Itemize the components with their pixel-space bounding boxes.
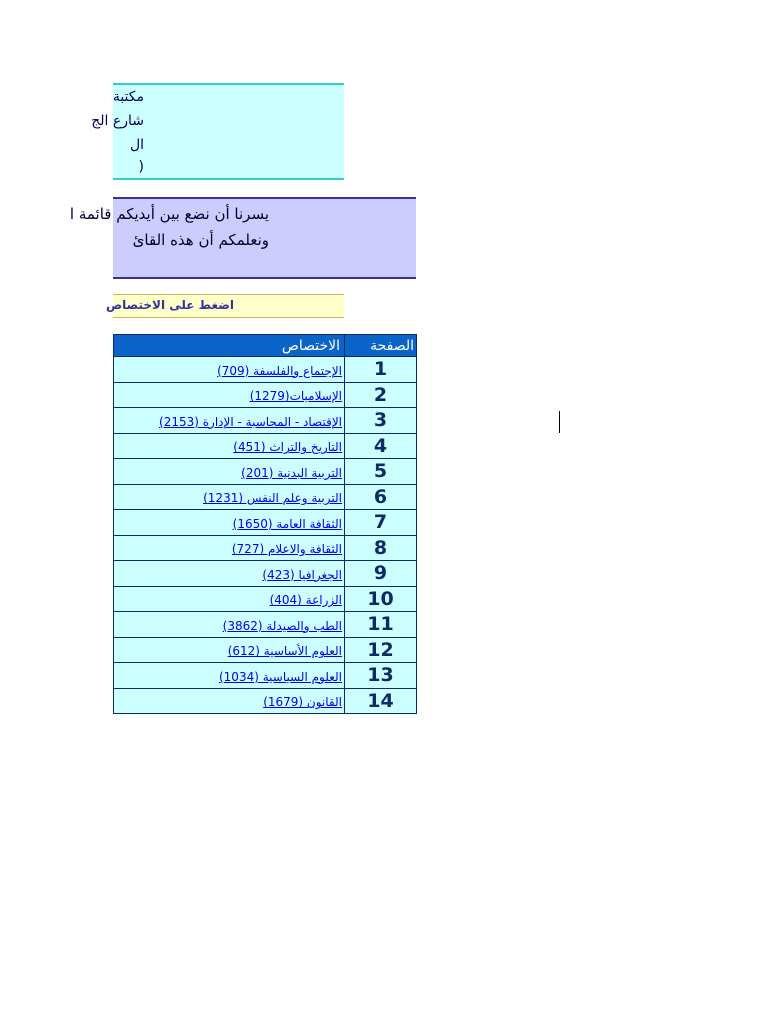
specialty-link[interactable]: الزراعة (404) xyxy=(269,593,342,608)
specialty-link[interactable]: القانون (1679) xyxy=(263,695,342,710)
specialty-link[interactable]: الإقتصاد - المحاسبة - الإدارة (2153) xyxy=(159,414,342,429)
click-instruction-box xyxy=(106,294,344,318)
specialty-column-header: الاختصاص xyxy=(114,335,345,357)
table-row xyxy=(114,561,417,587)
specialty-cell xyxy=(114,357,345,383)
page-number-cell: 12 xyxy=(345,637,417,663)
specialty-cell xyxy=(114,510,345,536)
header-line-3: ال xyxy=(129,137,144,153)
page-number-cell: 7 xyxy=(345,510,417,536)
table-row xyxy=(114,688,417,714)
specialty-link[interactable]: الإسلاميات(1279) xyxy=(249,389,342,404)
specialty-link[interactable]: العلوم الأساسية (612) xyxy=(227,644,342,659)
page-number-cell: 4 xyxy=(345,433,417,459)
intro-line-1: يسرنا أن نضع بين أيديكم قائمة ا xyxy=(69,205,269,223)
table-row xyxy=(114,484,417,510)
specialty-cell xyxy=(114,382,345,408)
text-cursor xyxy=(559,411,560,433)
specialty-cell xyxy=(114,688,345,714)
specialty-link[interactable]: التربية وعلم النفس (1231) xyxy=(203,491,342,506)
page-number-cell: 8 xyxy=(345,535,417,561)
page-number-cell: 13 xyxy=(345,663,417,689)
specialty-cell xyxy=(114,663,345,689)
specialty-cell xyxy=(114,612,345,638)
specialty-link[interactable]: التربية البدنية (201) xyxy=(241,465,342,480)
table-header-row xyxy=(114,335,417,357)
page-number-cell: 9 xyxy=(345,561,417,587)
table-row xyxy=(114,433,417,459)
table-row xyxy=(114,357,417,383)
specialty-cell xyxy=(114,459,345,485)
table-row xyxy=(114,586,417,612)
table-row xyxy=(114,382,417,408)
specialty-cell xyxy=(114,408,345,434)
specialty-cell xyxy=(114,637,345,663)
page-number-cell: 5 xyxy=(345,459,417,485)
specialty-link[interactable]: الثقافة والاعلام (727) xyxy=(231,542,342,557)
intro-line-2: ونعلمكم أن هذه القائ xyxy=(132,231,269,249)
intro-box xyxy=(69,197,416,279)
page-number-cell: 1 xyxy=(345,357,417,383)
specialty-cell xyxy=(114,484,345,510)
header-line-4: ( xyxy=(138,159,144,175)
page-number-cell: 2 xyxy=(345,382,417,408)
page-number-cell: 10 xyxy=(345,586,417,612)
page-number-cell: 14 xyxy=(345,688,417,714)
library-header-box xyxy=(91,83,344,180)
specialty-cell xyxy=(114,561,345,587)
click-instruction-text: اضغط على الاختصاص xyxy=(106,298,234,312)
header-line-library: مكتبة xyxy=(112,89,144,105)
page-number-cell: 11 xyxy=(345,612,417,638)
specialty-cell xyxy=(114,586,345,612)
specialty-link[interactable]: الطب والصيدلة (3862) xyxy=(222,618,342,633)
page-column-header: الصفحة xyxy=(345,335,417,357)
specialty-link[interactable]: الإجتماع والفلسفة (709) xyxy=(217,363,342,378)
specialty-link[interactable]: العلوم السياسية (1034) xyxy=(218,669,342,684)
table-row xyxy=(114,535,417,561)
specialty-cell xyxy=(114,433,345,459)
specialty-link[interactable]: التاريخ والتراث (451) xyxy=(233,440,342,455)
table-row xyxy=(114,408,417,434)
specialty-link[interactable]: الجغرافيا (423) xyxy=(262,567,342,582)
table-row xyxy=(114,637,417,663)
table-row xyxy=(114,510,417,536)
specialty-link[interactable]: الثقافة العامة (1650) xyxy=(232,516,342,531)
table-row xyxy=(114,459,417,485)
table-row xyxy=(114,612,417,638)
specialty-cell xyxy=(114,535,345,561)
header-line-street: شارع الج xyxy=(91,113,144,129)
page-number-cell: 3 xyxy=(345,408,417,434)
page-number-cell: 6 xyxy=(345,484,417,510)
table-row xyxy=(114,663,417,689)
specialties-table xyxy=(113,334,417,714)
